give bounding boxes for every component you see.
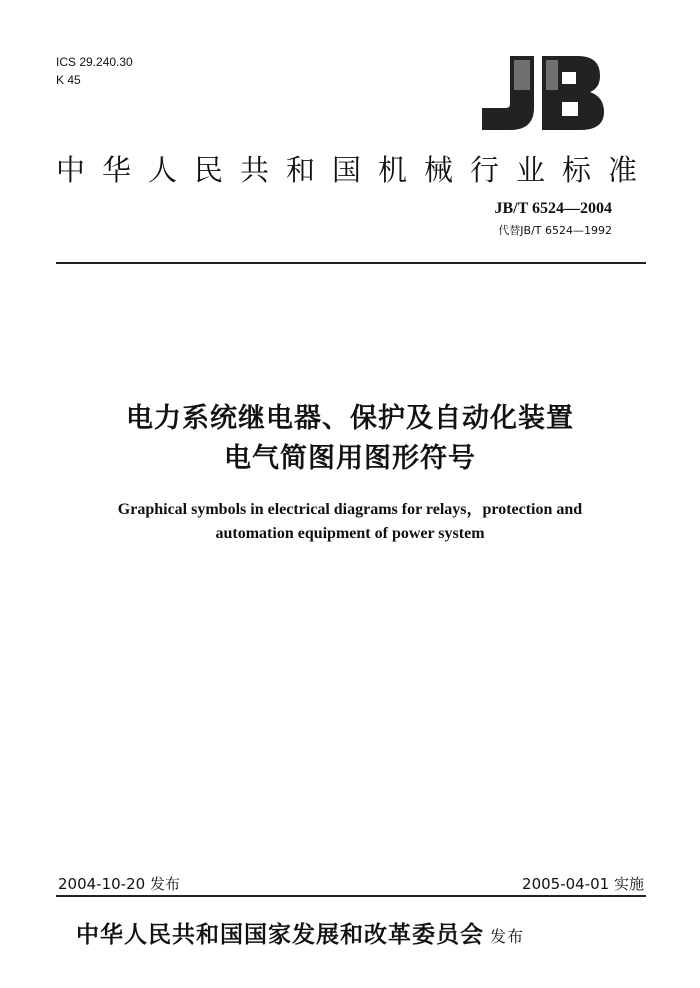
ics-code: ICS 29.240.30 <box>56 55 133 69</box>
publish-word: 发布 <box>490 927 525 946</box>
standard-type-title: 中华人民共和国机械行业标准 <box>56 153 655 187</box>
chinese-title-line-2: 电气简图用图形符号 <box>224 443 476 474</box>
top-divider <box>56 262 646 264</box>
publisher-name: 中华人民共和国国家发展和改革委员会 <box>76 922 484 948</box>
jb-logo <box>476 50 606 134</box>
english-title-line-1: Graphical symbols in electrical diagrams for relays，protection and <box>117 501 583 518</box>
implementation-date: 2005-04-01 实施 <box>522 875 644 893</box>
classification-block <box>56 53 133 89</box>
standard-number: JB/T 6524—2004 <box>494 200 612 217</box>
publisher-line <box>76 916 524 949</box>
standard-number-block <box>495 200 613 238</box>
replaces-standard: 代替JB/T 6524—1992 <box>498 224 612 237</box>
english-title-line-2: automation equipment of power system <box>215 525 485 542</box>
chinese-title-line-1: 电力系统继电器、保护及自动化装置 <box>126 403 574 434</box>
issue-date: 2004-10-20 发布 <box>58 875 180 893</box>
class-code: K 45 <box>56 73 81 87</box>
bottom-divider <box>56 895 646 897</box>
